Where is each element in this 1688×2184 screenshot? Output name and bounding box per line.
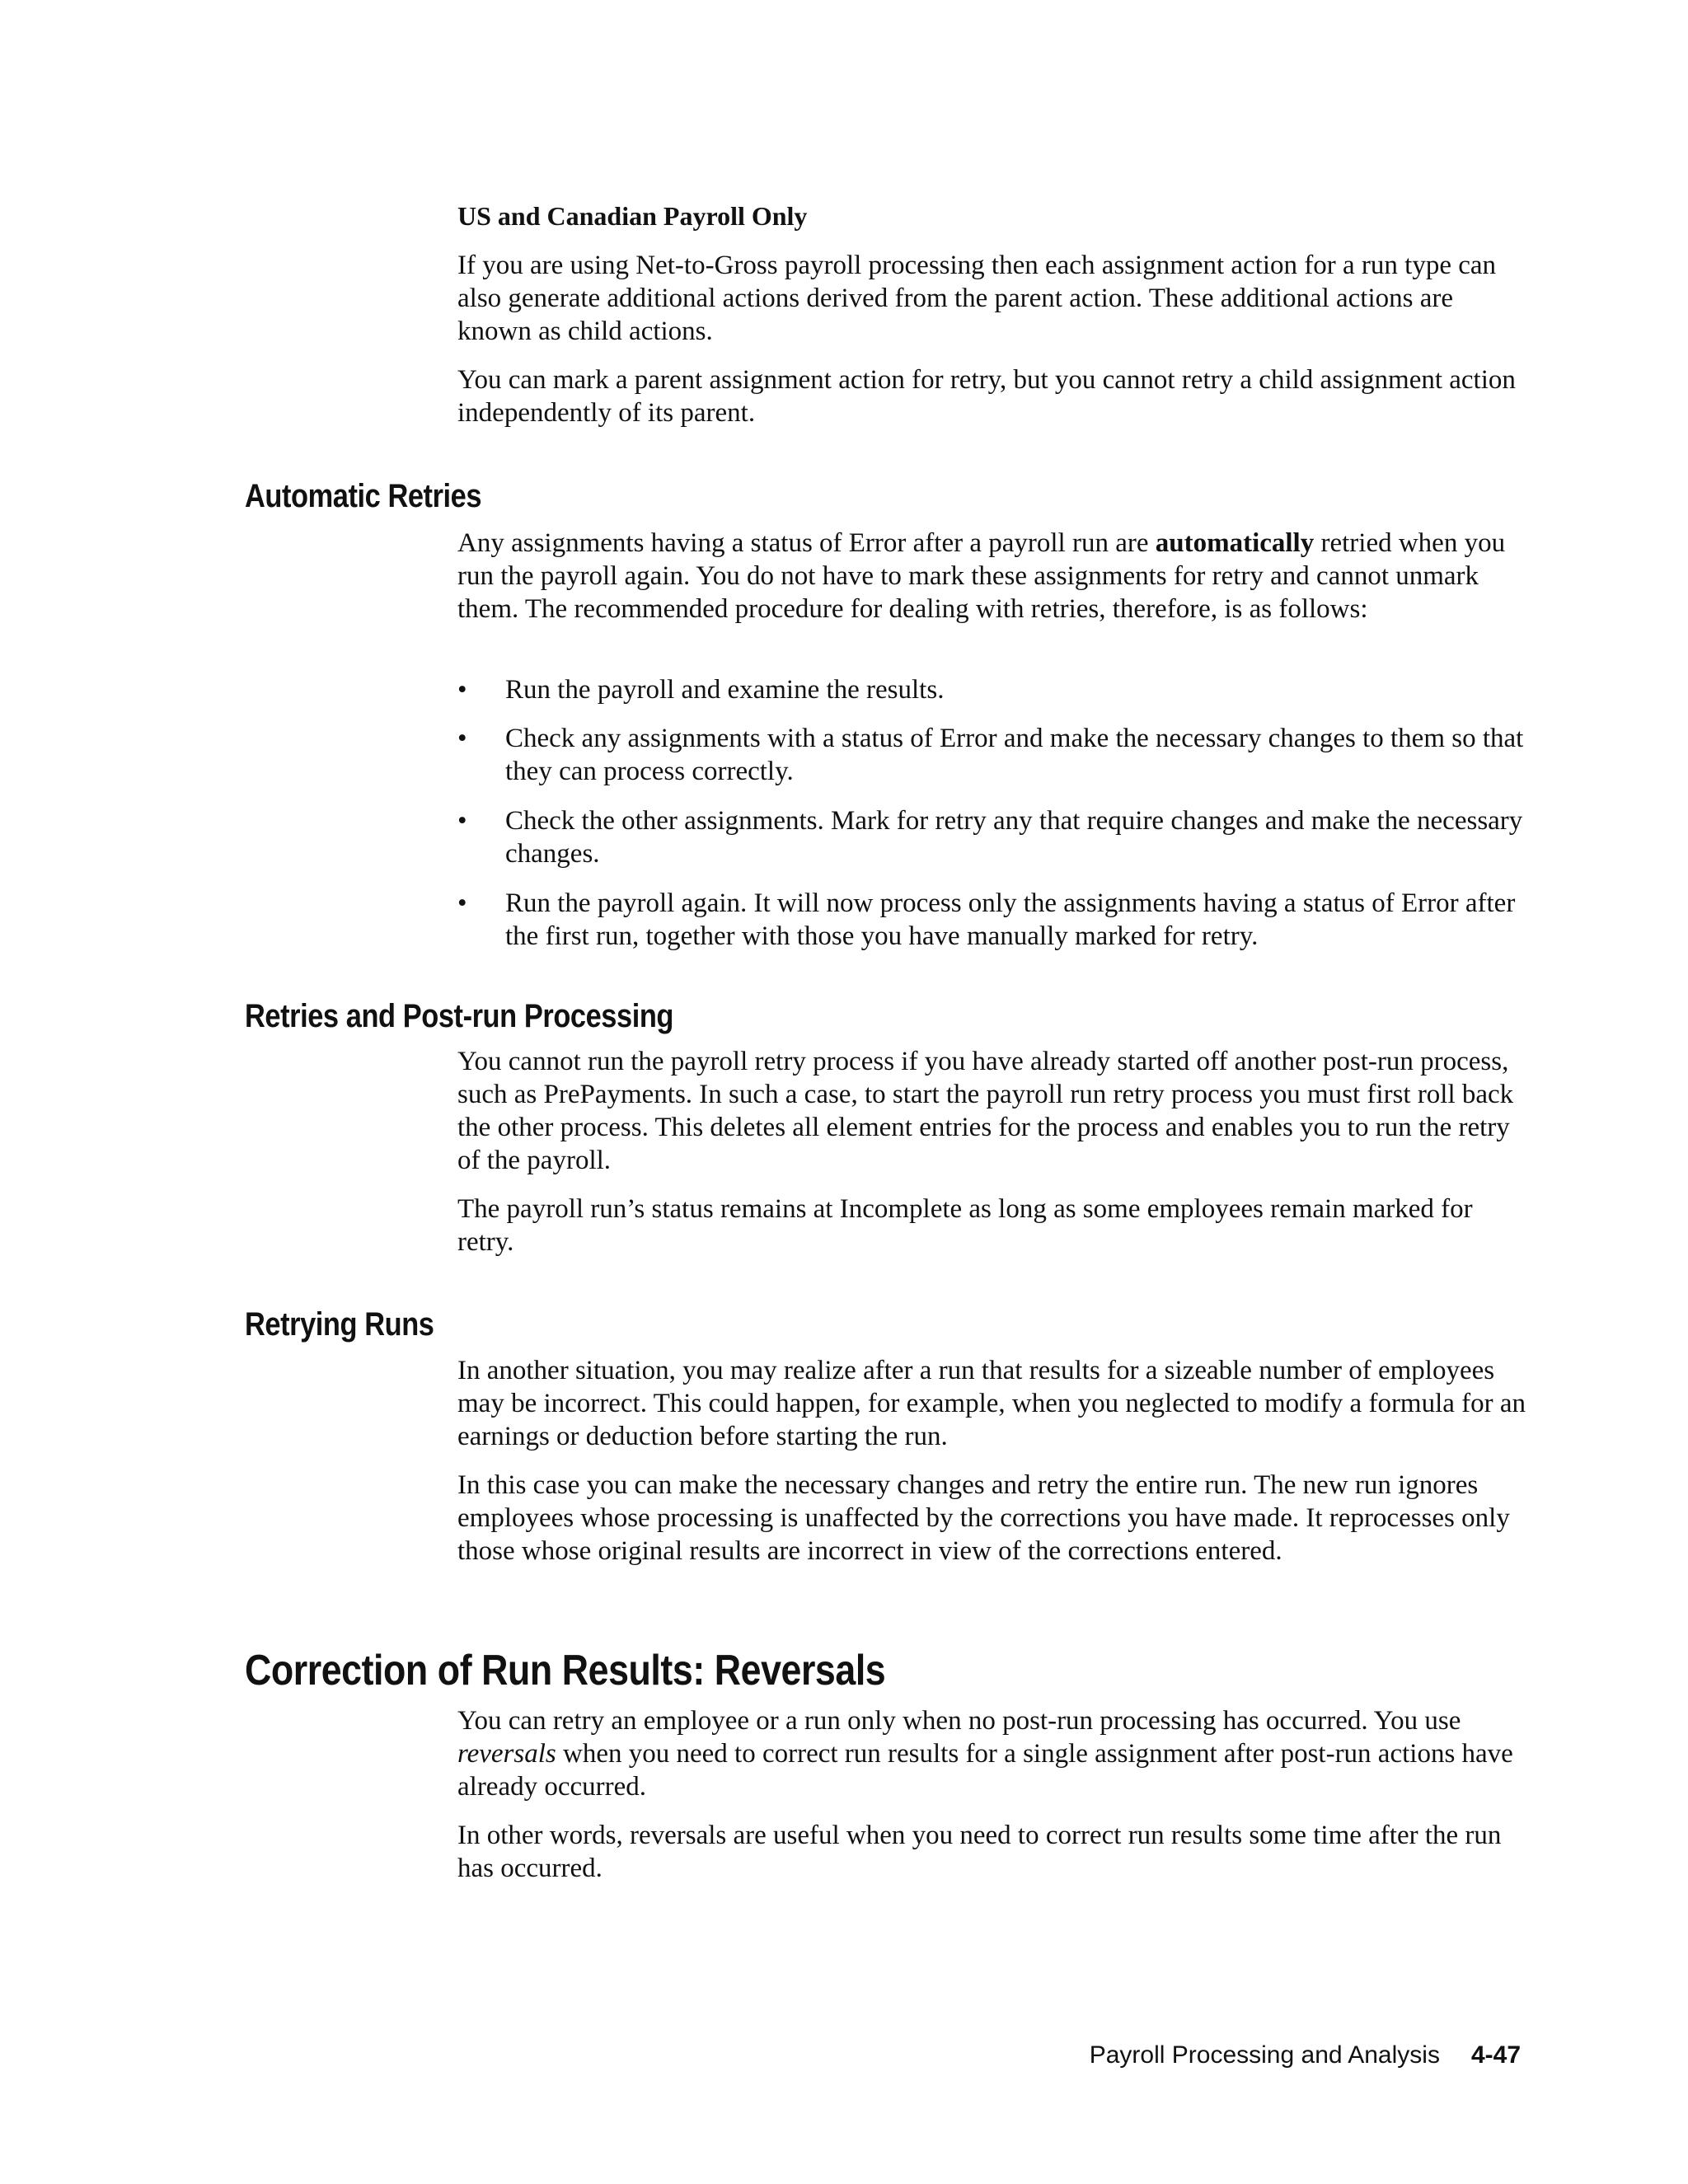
list-item-text: Check any assignments with a status of Error and make the necessary changes to them so that they can process correctly. (505, 724, 1524, 786)
bullet-icon: • (457, 888, 467, 918)
emphasis-italic: reversals (457, 1739, 556, 1769)
bullet-icon: • (457, 675, 467, 705)
section-heading-retrying-runs: Retrying Runs (245, 1306, 434, 1343)
paragraph-post-run: You cannot run the payroll retry process if you have already started off another post-run process, such as PrePayments. In such a case, to start the payroll run retry process you must first roll back the other process. This deletes all element entries for the process and enables you to run the retry of the payroll. (457, 1047, 1514, 1175)
bullet-icon: • (457, 724, 467, 753)
section-heading-automatic-retries: Automatic Retries (245, 478, 482, 514)
chapter-heading-reversals: Correction of Run Results: Reversals (245, 1647, 886, 1694)
footer-title: Payroll Processing and Analysis (1089, 2041, 1440, 2069)
list-item-text: Run the payroll and examine the results. (505, 675, 945, 705)
subsection-heading-us-canadian: US and Canadian Payroll Only (457, 201, 808, 231)
page-number: 4-47 (1470, 2041, 1521, 2069)
paragraph-incomplete-status: The payroll run’s status remains at Incomplete as long as some employees remain marked for retry. (457, 1194, 1473, 1257)
text-run: Any assignments having a status of Error after a payroll run are (457, 528, 1156, 558)
bullet-icon: • (457, 806, 467, 836)
list-item (457, 804, 1529, 870)
text-run: when you need to correct run results for a single assignment after post-run actions have already occurred. (457, 1739, 1513, 1802)
text-run: retried when you run the payroll again. You do not have to mark these assignments for retry and cannot unmark them. The recommended procedure for dealing with retries, therefore, is as follows: (457, 528, 1506, 624)
list-item (457, 887, 1529, 953)
text-run: You can retry an employee or a run only when no post-run processing has occurred. You use (457, 1706, 1461, 1736)
paragraph-retrying-runs: In another situation, you may realize after a run that results for a sizeable number of employees may be incorrect. This could happen, for example, when you neglected to modify a formula for an earnings or deduction before starting the run. (457, 1356, 1526, 1451)
paragraph-reversals-usage: In other words, reversals are useful when you need to correct run results some time after the run has occurred. (457, 1821, 1502, 1883)
section-heading-post-run: Retries and Post-run Processing (245, 998, 674, 1034)
emphasis-bold: automatically (1155, 528, 1315, 558)
page-footer (824, 2039, 1521, 2072)
paragraph-reversals (457, 1704, 1529, 1803)
list-item (457, 673, 1529, 706)
paragraph-retry-entire-run: In this case you can make the necessary changes and retry the entire run. The new run ignores employees whose processing is unaffected by the corrections you have made. It reprocesses only those whose original results are incorrect in view of the corrections entered. (457, 1470, 1510, 1566)
paragraph-net-to-gross: If you are using Net-to-Gross payroll processing then each assignment action for a run type can also generate additional actions derived from the parent action. These additional actions are known as child actions. (457, 251, 1497, 346)
paragraph-parent-retry: You can mark a parent assignment action for retry, but you cannot retry a child assignment action independently of its parent. (457, 365, 1516, 428)
list-item-text: Check the other assignments. Mark for retry any that require changes and make the necessary changes. (505, 806, 1523, 869)
paragraph-automatic-retries (457, 527, 1529, 626)
list-item-text: Run the payroll again. It will now process only the assignments having a status of Error after the first run, together with those you have manually marked for retry. (505, 888, 1516, 951)
list-item (457, 722, 1529, 788)
